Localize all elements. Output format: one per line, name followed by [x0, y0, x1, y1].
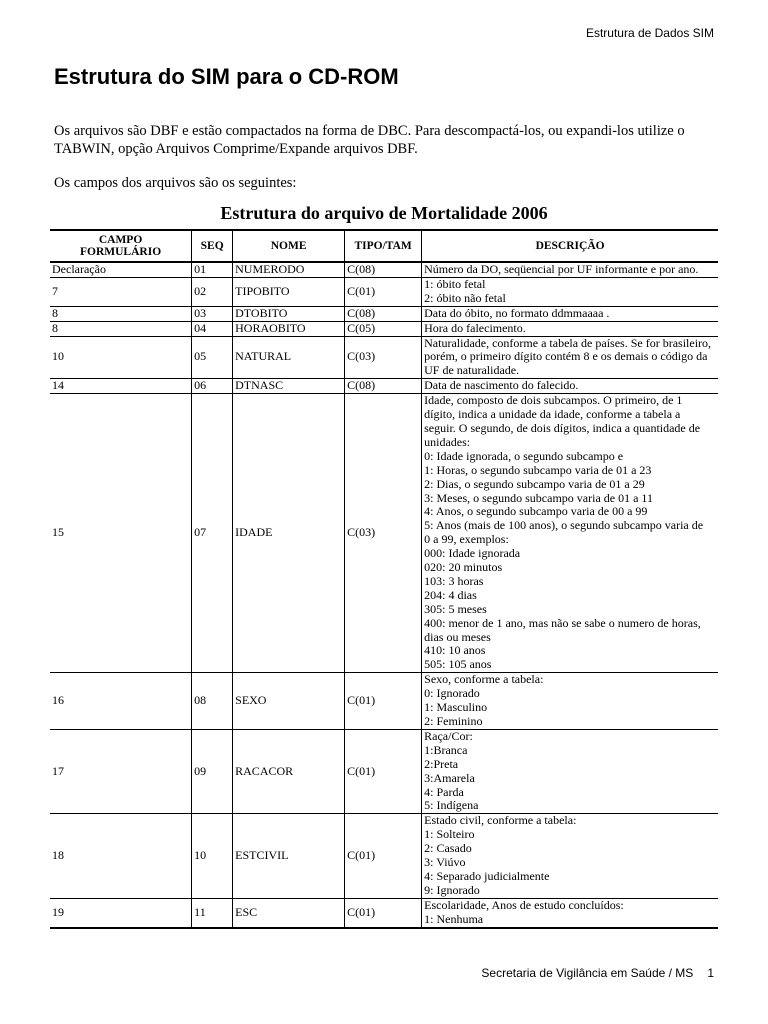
- cell-nome: RACACOR: [233, 729, 345, 813]
- descricao-line: Número da DO, seqüencial por UF informante e por ano.: [424, 262, 699, 276]
- cell-campo: Declaração: [50, 262, 192, 277]
- descricao-line: 0: Idade ignorada, o segundo subcampo e: [424, 448, 624, 463]
- col-campo-header: CAMPO FORMULÁRIO: [50, 230, 192, 262]
- descricao-line: 410: 10 anos: [424, 643, 486, 658]
- cell-seq: 11: [192, 898, 233, 927]
- cell-descricao: [422, 277, 718, 306]
- descricao-line: porém, o primeiro dígito contém 8 e os demais o código da: [424, 349, 708, 364]
- cell-campo: 8: [50, 306, 192, 321]
- table-header-row: [50, 230, 718, 262]
- table-row: [50, 306, 718, 321]
- col-descricao-header: DESCRIÇÃO: [422, 230, 718, 262]
- cell-tipo: C(01): [345, 673, 422, 730]
- descricao-line: 1:Branca: [424, 742, 468, 757]
- table-row: [50, 898, 718, 927]
- cell-seq: 08: [192, 673, 233, 730]
- descricao-line: 3: Meses, o segundo subcampo varia de 01 a 11: [424, 490, 653, 505]
- cell-descricao: [422, 814, 718, 898]
- descricao-line: 1: Horas, o segundo subcampo varia de 01 a 23: [424, 462, 652, 477]
- cell-campo: 10: [50, 336, 192, 379]
- descricao-line: dias ou meses: [424, 629, 491, 644]
- cell-descricao: [422, 673, 718, 730]
- page-footer: [481, 966, 714, 980]
- descricao-line: 9: Ignorado: [424, 882, 480, 897]
- descricao-line: Estado civil, conforme a tabela:: [424, 813, 577, 828]
- cell-seq: 06: [192, 379, 233, 394]
- descricao-line: Data de nascimento do falecido.: [424, 378, 579, 393]
- cell-tipo: C(01): [345, 814, 422, 898]
- cell-seq: 09: [192, 729, 233, 813]
- descricao-line: Raça/Cor:: [424, 728, 473, 743]
- descricao-line: 5: Anos (mais de 100 anos), o segundo subcampo varia de: [424, 518, 704, 533]
- descricao-line: Idade, composto de dois subcampos. O primeiro, de 1: [424, 393, 683, 408]
- cell-descricao: [422, 262, 718, 277]
- descricao-line: 505: 105 anos: [424, 657, 492, 672]
- descricao-line: 1: Solteiro: [424, 827, 475, 842]
- table-row: [50, 814, 718, 898]
- cell-tipo: C(01): [345, 729, 422, 813]
- cell-campo: 18: [50, 814, 192, 898]
- cell-nome: DTNASC: [233, 379, 345, 394]
- cell-tipo: C(03): [345, 394, 422, 673]
- cell-descricao: [422, 379, 718, 394]
- descricao-line: Data do óbito, no formato ddmmaaaa .: [424, 305, 610, 320]
- cell-nome: ESC: [233, 898, 345, 927]
- descricao-line: 2:Preta: [424, 756, 459, 771]
- cell-descricao: [422, 306, 718, 321]
- cell-seq: 03: [192, 306, 233, 321]
- table-row: [50, 336, 718, 379]
- cell-campo: 16: [50, 673, 192, 730]
- cell-descricao: [422, 394, 718, 673]
- page-number: 1: [707, 966, 714, 980]
- table-row: [50, 262, 718, 277]
- cell-seq: 04: [192, 321, 233, 336]
- descricao-line: 2: óbito não fetal: [424, 290, 506, 305]
- descricao-line: 2: Dias, o segundo subcampo varia de 01 a 29: [424, 476, 645, 491]
- cell-campo: 15: [50, 394, 192, 673]
- descricao-line: 5: Indígena: [424, 798, 479, 813]
- cell-descricao: [422, 321, 718, 336]
- cell-tipo: C(08): [345, 262, 422, 277]
- fields-intro: Os campos dos arquivos são os seguintes:: [54, 175, 297, 191]
- cell-tipo: C(01): [345, 898, 422, 927]
- cell-campo: 14: [50, 379, 192, 394]
- table-row: [50, 277, 718, 306]
- descricao-line: UF de naturalidade.: [424, 363, 520, 378]
- descricao-line: 400: menor de 1 ano, mas não se sabe o numero de horas,: [424, 615, 701, 630]
- cell-seq: 05: [192, 336, 233, 379]
- cell-campo: 17: [50, 729, 192, 813]
- descricao-line: 103: 3 horas: [424, 573, 484, 588]
- cell-nome: SEXO: [233, 673, 345, 730]
- descricao-line: Hora do falecimento.: [424, 320, 526, 335]
- page-title: Estrutura do SIM para o CD-ROM: [54, 64, 399, 89]
- descricao-line: 1: óbito fetal: [424, 276, 486, 291]
- cell-nome: IDADE: [233, 394, 345, 673]
- descricao-line: dígito, indica a unidade da idade, conforme a tabela a: [424, 407, 681, 422]
- cell-campo: 19: [50, 898, 192, 927]
- descricao-line: 4: Separado judicialmente: [424, 868, 550, 883]
- cell-tipo: C(03): [345, 336, 422, 379]
- cell-descricao: [422, 336, 718, 379]
- table-row: [50, 394, 718, 673]
- structure-table: [50, 229, 718, 929]
- descricao-line: 4: Parda: [424, 784, 464, 799]
- cell-tipo: C(08): [345, 306, 422, 321]
- cell-descricao: [422, 729, 718, 813]
- table-row: [50, 379, 718, 394]
- descricao-line: 020: 20 minutos: [424, 560, 503, 575]
- running-header: Estrutura de Dados SIM: [585, 26, 714, 40]
- cell-nome: HORAOBITO: [233, 321, 345, 336]
- cell-tipo: C(08): [345, 379, 422, 394]
- descricao-line: 305: 5 meses: [424, 601, 487, 616]
- cell-nome: TIPOBITO: [233, 277, 345, 306]
- table-title: Estrutura do arquivo de Mortalidade 2006: [220, 203, 548, 223]
- cell-nome: DTOBITO: [233, 306, 345, 321]
- descricao-line: 4: Anos, o segundo subcampo varia de 00 a 99: [424, 504, 648, 519]
- cell-nome: NUMERODO: [233, 262, 345, 277]
- footer-text: Secretaria de Vigilância em Saúde / MS: [481, 966, 694, 980]
- intro-paragraph: Os arquivos são DBF e estão compactados na forma de DBC. Para descompactá-los, ou expandi-los utilize o TABWIN, opção Arquivos Comprime/Expande arquivos DBF.: [54, 123, 685, 157]
- cell-nome: NATURAL: [233, 336, 345, 379]
- cell-campo: 8: [50, 321, 192, 336]
- descricao-line: 0: Ignorado: [424, 686, 480, 701]
- col-tipo-header: TIPO/TAM: [345, 230, 422, 262]
- cell-tipo: C(01): [345, 277, 422, 306]
- descricao-line: 1: Nenhuma: [424, 911, 484, 926]
- cell-nome: ESTCIVIL: [233, 814, 345, 898]
- descricao-line: 3: Viúvo: [424, 855, 466, 870]
- cell-tipo: C(05): [345, 321, 422, 336]
- col-seq-header: SEQ: [192, 230, 233, 262]
- cell-descricao: [422, 898, 718, 927]
- descricao-line: 204: 4 dias: [424, 587, 477, 602]
- descricao-line: 000: Idade ignorada: [424, 546, 521, 561]
- descricao-line: 3:Amarela: [424, 770, 475, 785]
- descricao-line: unidades:: [424, 434, 471, 449]
- col-nome-header: NOME: [233, 230, 345, 262]
- descricao-line: Naturalidade, conforme a tabela de países. Se for brasileiro,: [424, 335, 712, 350]
- descricao-line: Escolaridade, Anos de estudo concluídos:: [424, 897, 624, 912]
- cell-seq: 07: [192, 394, 233, 673]
- descricao-line: 1: Masculino: [424, 700, 488, 715]
- table-row: [50, 673, 718, 730]
- cell-seq: 02: [192, 277, 233, 306]
- descricao-line: 2: Casado: [424, 841, 472, 856]
- descricao-line: seguir. O segundo, de dois dígitos, indica a quantidade de: [424, 420, 701, 435]
- table-row: [50, 729, 718, 813]
- table-row: [50, 321, 718, 336]
- descricao-line: Sexo, conforme a tabela:: [424, 672, 544, 687]
- descricao-line: 2: Feminino: [424, 714, 483, 728]
- cell-campo: 7: [50, 277, 192, 306]
- cell-seq: 10: [192, 814, 233, 898]
- descricao-line: 0 a 99, exemplos:: [424, 532, 509, 547]
- cell-seq: 01: [192, 262, 233, 277]
